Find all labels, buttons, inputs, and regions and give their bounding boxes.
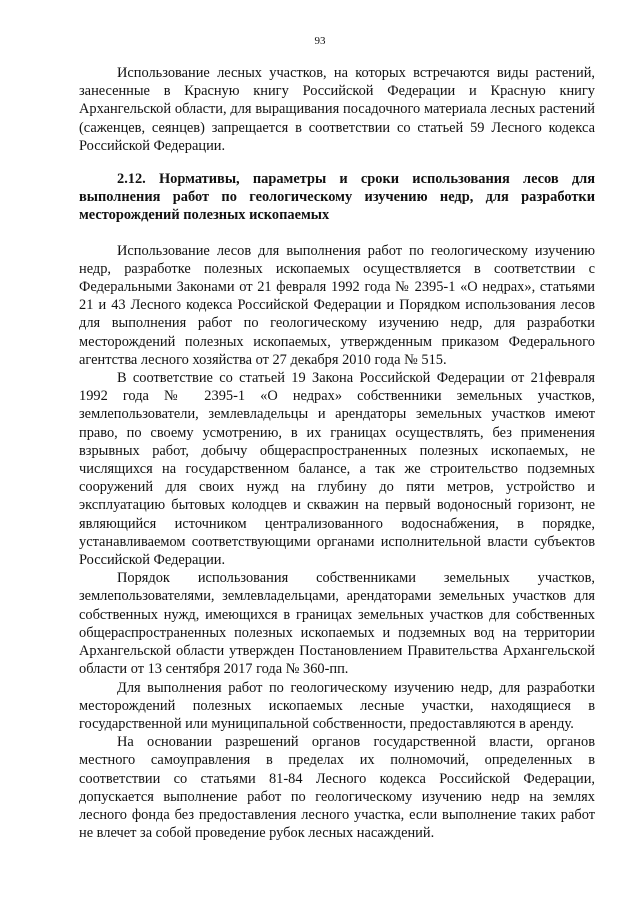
paragraph-red-book-restriction: Использование лесных участков, на которых встречаются виды растений, занесенные в Красную книгу Российской Федерации и Красную книгу Архангельской области, для выращивания посадочного материала лесных растений (саженцев, сеянцев) запрещается в соответствии со статьей 59 Лесного кодекса Российской Федерации. [79, 65, 595, 154]
paragraph-permits: На основании разрешений органов государственной власти, органов местного самоуправления в пределах их полномочий, определенных в соответствии со статьями 81-84 Лесного кодекса Российской Федерации, допускается выполнение работ по геологическому изучению недр на землях лесного фонда без предоставления лесного участка, если выполнение таких работ не влечет за собой проведение рубок лесных насаждений. [79, 734, 595, 842]
page-body [79, 64, 595, 842]
paragraph-legal-basis: Использование лесов для выполнения работ по геологическому изучению недр, разработке полезных ископаемых осуществляется в соответствии с Федеральными Законами от 21 февраля 1992 года № 2395-1 «О недрах», статьями 21 и 43 Лесного кодекса Российской Федерации и Порядком использования лесов для выполнения работ по геологическому изучению недр, для разработки месторождений полезных ископаемых, утвержденным приказом Федерального агентства лесного хозяйства от 27 декабря 2010 года № 515. [79, 242, 595, 368]
paragraph-procedure: Порядок использования собственниками земельных участков, землепользователями, землевладельцами, арендаторами земельных участков для собственных нужд, имеющихся в границах земельных участков для собственных общераспространенных полезных ископаемых и подземных вод на территории Архангельской области утвержден Постановлением Правительства Архангельской области от 13 сентября 2017 года № 360-пп. [79, 570, 595, 678]
page-number: 93 [314, 35, 326, 47]
paragraph-lease: Для выполнения работ по геологическому изучению недр, для разработки месторождений полезных ископаемых лесные участки, находящиеся в государственной или муниципальной собственности, предоставляются в аренду. [79, 679, 595, 732]
section-heading: 2.12. Нормативы, параметры и сроки использования лесов для выполнения работ по геологическому изучению недр, для разработки месторождений полезных ископаемых [79, 171, 595, 224]
paragraph-owners-rights: В соответствие со статьей 19 Закона Российской Федерации от 21февраля 1992 года № 2395-1 «О недрах» собственники земельных участков, землепользователи, землевладельцы и арендаторы земельных участков имеют право, по своему усмотрению, в их границах осуществлять, без применения взрывных работ, добычу общераспространенных полезных ископаемых, не числящихся на государственном балансе, а так же строительство подземных сооружений для своих нужд на глубину до пяти метров, устройство и эксплуатацию бытовых колодцев и скважин на первый водоносный горизонт, не являющийся источником централизованного водоснабжения, в порядке, устанавливаемом соответствующими органами исполнительной власти субъектов Российской Федерации. [79, 370, 595, 569]
